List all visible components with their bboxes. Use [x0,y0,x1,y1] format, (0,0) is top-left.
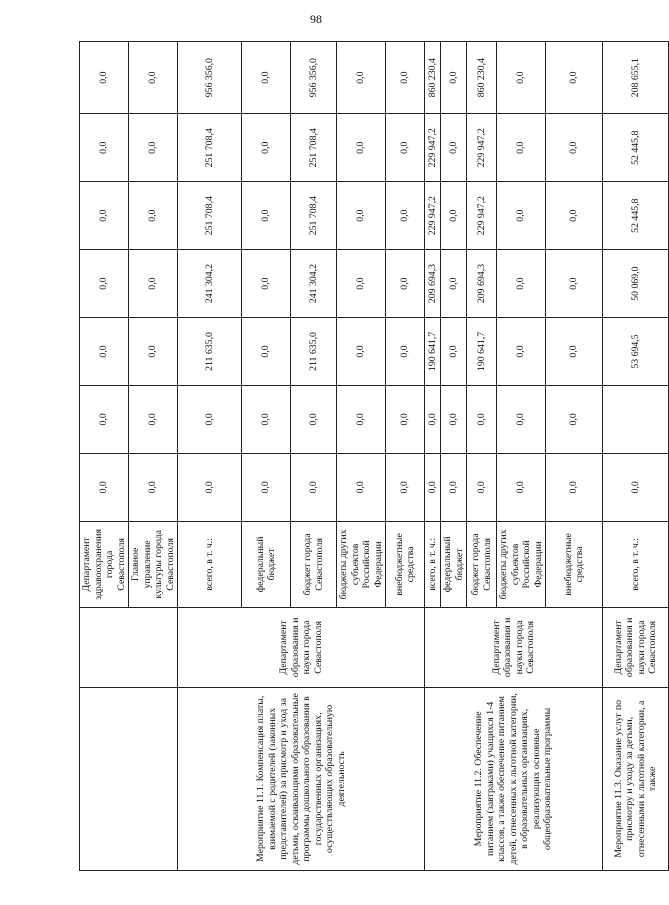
value-cell: 0,0 [129,182,178,250]
value-cell: 0,0 [242,250,291,318]
value-cell: 0,0 [386,182,425,250]
value-cell: 0,0 [129,114,178,182]
value-cell: 0,0 [441,318,467,386]
value-cell: 0,0 [441,42,467,114]
value-cell: 0,0 [80,385,129,453]
value-cell: 0,0 [497,42,546,114]
source-cell: бюджет города Севастополя [291,521,337,607]
value-cell: 211 635,0 [291,318,337,386]
value-cell: 0,0 [441,385,467,453]
value-cell: 211 635,0 [178,318,242,386]
value-cell: 0,0 [291,385,337,453]
source-cell: бюджеты других субъектов Российской Федерации [337,521,386,607]
value-cell: 0,0 [497,453,546,521]
source-cell: федеральный бюджет [441,521,467,607]
value-cell: 860 230,4 [425,42,441,114]
value-cell: 0,0 [441,453,467,521]
value-cell: 0,0 [546,318,603,386]
value-cell: 209 694,3 [467,250,497,318]
value-cell: 0,0 [497,385,546,453]
value-cell: 0,0 [178,385,242,453]
source-cell: всего, в т. ч.: [425,521,441,607]
value-cell: 0,0 [467,453,497,521]
value-cell: 0,0 [80,182,129,250]
value-cell: 0,0 [386,385,425,453]
value-cell: 251 708,4 [291,182,337,250]
value-cell: 956 356,0 [178,42,242,114]
source-cell: всего, в т. ч.: [178,521,242,607]
budget-table [79,41,669,871]
value-cell: 0,0 [497,114,546,182]
value-cell: 52 445,8 [603,114,669,182]
value-cell: 0,0 [242,114,291,182]
source-cell: федеральный бюджет [242,521,291,607]
table-row [425,42,441,871]
value-cell: 229 947,2 [425,182,441,250]
value-cell: 0,0 [129,250,178,318]
activity-cell: Мероприятие 11.1. Компенсация платы, взимаемой с родителей (законных представителей) за присмотр и уход за детьми, осваивающими образовательные программы дошкольного образования в государственных организациях, осуществляющих образовательную деятельность [178,687,425,870]
value-cell: 0,0 [242,453,291,521]
value-cell: 0,0 [546,453,603,521]
value-cell: 0,0 [337,250,386,318]
source-cell: бюджеты других субъектов Российской Федерации [497,521,546,607]
value-cell: 0,0 [546,250,603,318]
activity-cell [80,687,178,870]
source-cell: Департамент здравоохранения города Севастополя [80,521,129,607]
source-cell: бюджет города Севастополя [467,521,497,607]
rotated-table-wrapper [79,41,658,871]
value-cell: 0,0 [178,453,242,521]
value-cell: 0,0 [291,453,337,521]
value-cell: 0,0 [441,250,467,318]
executor-cell: Департамент образования и науки города Севастополя [425,607,603,687]
value-cell: 190 641,7 [467,318,497,386]
value-cell: 0,0 [425,385,441,453]
value-cell: 229 947,2 [467,182,497,250]
value-cell: 0,0 [546,42,603,114]
value-cell: 251 708,4 [178,114,242,182]
table-row [603,42,669,871]
value-cell: 0,0 [80,453,129,521]
value-cell: 0,0 [497,250,546,318]
source-cell: внебюджетные средства [386,521,425,607]
executor-cell: Департамент образования и науки города Севастополя [178,607,425,687]
value-cell: 0,0 [242,318,291,386]
executor-cell [80,607,178,687]
activity-cell: Мероприятие 11.2. Обеспечение питанием (завтраками) учащихся 1-4 классов, а также обеспечение питанием детей, отнесенных к льготной категории, в образовательных организациях, реализующих основные общеобразовательные программы [425,687,603,870]
value-cell: 0,0 [337,42,386,114]
value-cell: 0,0 [386,42,425,114]
value-cell: 0,0 [497,318,546,386]
value-cell: 229 947,2 [467,114,497,182]
value-cell: 0,0 [337,385,386,453]
value-cell: 0,0 [242,385,291,453]
value-cell: 860 230,4 [467,42,497,114]
value-cell: 208 655,1 [603,42,669,114]
executor-cell: Департамент образования и науки города Севастополя [603,607,669,687]
value-cell: 0,0 [337,318,386,386]
value-cell: 0,0 [441,114,467,182]
source-cell: Главное управление культуры города Севастополя [129,521,178,607]
value-cell: 251 708,4 [178,182,242,250]
value-cell: 241 304,2 [291,250,337,318]
value-cell: 0,0 [129,318,178,386]
value-cell: 0,0 [386,318,425,386]
value-cell: 0,0 [603,453,669,521]
value-cell: 53 694,5 [603,318,669,386]
page-number: 98 [310,12,322,26]
value-cell: 241 304,2 [178,250,242,318]
value-cell: 0,0 [546,385,603,453]
value-cell: 190 641,7 [425,318,441,386]
value-cell: 0,0 [337,182,386,250]
value-cell: 0,0 [129,453,178,521]
value-cell: 0,0 [242,42,291,114]
value-cell: 0,0 [546,114,603,182]
value-cell: 0,0 [386,114,425,182]
value-cell: 0,0 [546,182,603,250]
value-cell: 0,0 [80,250,129,318]
value-cell: 0,0 [425,453,441,521]
value-cell: 0,0 [80,114,129,182]
source-cell: всего, в т. ч.: [603,521,669,607]
value-cell: 0,0 [80,42,129,114]
value-cell: 209 694,3 [425,250,441,318]
value-cell: 0,0 [129,42,178,114]
value-cell: 229 947,2 [425,114,441,182]
value-cell: 0,0 [242,182,291,250]
value-cell: 0,0 [129,385,178,453]
value-cell: 0,0 [497,182,546,250]
value-cell: 956 356,0 [291,42,337,114]
value-cell: 0,0 [441,182,467,250]
value-cell: 0,0 [80,318,129,386]
value-cell: 52 445,8 [603,182,669,250]
value-cell: 0,0 [337,114,386,182]
value-cell: 0,0 [467,385,497,453]
table-row [178,42,242,871]
value-cell: 251 708,4 [291,114,337,182]
value-cell [603,385,669,453]
value-cell: 50 069,0 [603,250,669,318]
table-row [80,42,129,871]
value-cell: 0,0 [386,453,425,521]
source-cell: внебюджетные средства [546,521,603,607]
value-cell: 0,0 [386,250,425,318]
activity-cell: Мероприятие 11.3. Оказание услуг по присмотру и уходу за детьми, отнесенными к льготной категории, а также [603,687,669,870]
value-cell: 0,0 [337,453,386,521]
rotated-table-region [79,41,658,871]
